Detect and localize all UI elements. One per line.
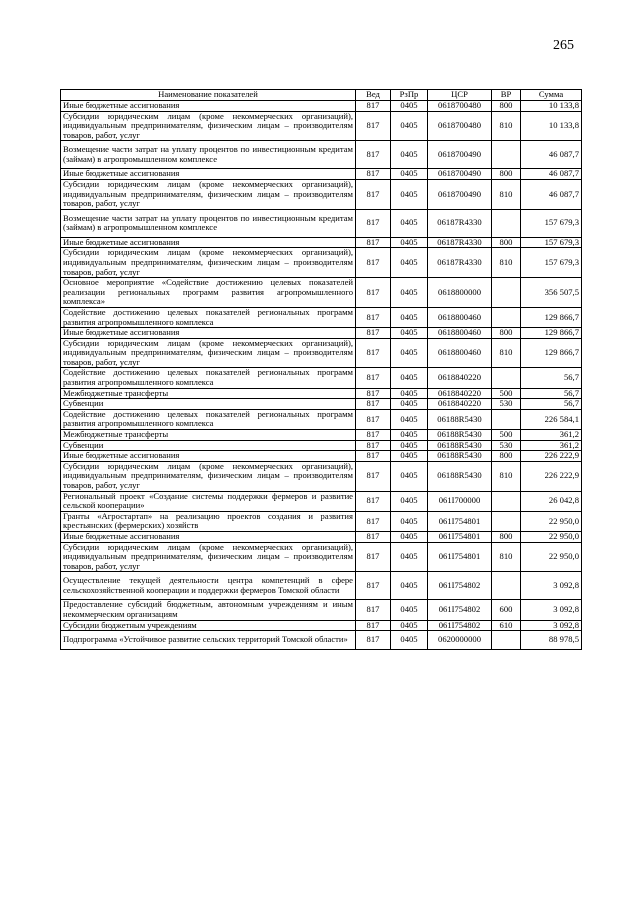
cell-section: 0405: [391, 368, 428, 388]
cell-target-article: 0618700480: [428, 111, 492, 141]
cell-target-article: 0618840220: [428, 399, 492, 410]
cell-section: 0405: [391, 531, 428, 542]
cell-department: 817: [356, 248, 391, 278]
table-row: [61, 620, 582, 631]
cell-target-article: 06188R5430: [428, 440, 492, 451]
table-row: [61, 209, 582, 237]
cell-indicator-name: Субсидии юридическим лицам (кроме некоммерческих организаций), индивидуальным предпринимателям, физическим лицам – производителям товаров, работ, услуг: [61, 248, 356, 278]
cell-department: 817: [356, 620, 391, 631]
cell-expense-type: 800: [492, 101, 521, 112]
cell-section: 0405: [391, 461, 428, 491]
cell-amount: 22 950,0: [521, 531, 582, 542]
cell-indicator-name: Осуществление текущей деятельности центра компетенций в сфере сельскохозяйственной кооперации и поддержки фермеров Томской области: [61, 572, 356, 600]
cell-target-article: 06187R4330: [428, 248, 492, 278]
cell-section: 0405: [391, 451, 428, 462]
cell-target-article: 061I754802: [428, 600, 492, 620]
header-target-article: ЦСР: [428, 90, 492, 101]
cell-amount: 157 679,3: [521, 248, 582, 278]
cell-expense-type: 610: [492, 620, 521, 631]
cell-department: 817: [356, 440, 391, 451]
cell-target-article: 0618700490: [428, 179, 492, 209]
cell-department: 817: [356, 600, 391, 620]
cell-indicator-name: Иные бюджетные ассигнования: [61, 451, 356, 462]
table-row: [61, 631, 582, 650]
table-row: [61, 399, 582, 410]
cell-amount: 226 584,1: [521, 409, 582, 429]
table-row: [61, 141, 582, 169]
cell-target-article: 0618700490: [428, 141, 492, 169]
cell-section: 0405: [391, 101, 428, 112]
cell-expense-type: 810: [492, 179, 521, 209]
cell-target-article: 061I754801: [428, 511, 492, 531]
cell-section: 0405: [391, 141, 428, 169]
cell-expense-type: 810: [492, 338, 521, 368]
cell-department: 817: [356, 368, 391, 388]
cell-department: 817: [356, 111, 391, 141]
cell-section: 0405: [391, 572, 428, 600]
cell-expense-type: 530: [492, 440, 521, 451]
table-row: [61, 237, 582, 248]
cell-expense-type: 600: [492, 600, 521, 620]
cell-section: 0405: [391, 169, 428, 180]
cell-department: 817: [356, 237, 391, 248]
cell-expense-type: 500: [492, 388, 521, 399]
cell-department: 817: [356, 169, 391, 180]
cell-target-article: 06188R5430: [428, 430, 492, 441]
cell-amount: 22 950,0: [521, 511, 582, 531]
cell-target-article: 0618700480: [428, 101, 492, 112]
cell-amount: 56,7: [521, 388, 582, 399]
cell-expense-type: 800: [492, 169, 521, 180]
header-section: РзПр: [391, 90, 428, 101]
cell-indicator-name: Возмещение части затрат на уплату процентов по инвестиционным кредитам (займам) в агропромышленном комплексе: [61, 141, 356, 169]
cell-expense-type: 810: [492, 248, 521, 278]
cell-section: 0405: [391, 328, 428, 339]
table-row: [61, 179, 582, 209]
cell-target-article: 0618800460: [428, 328, 492, 339]
cell-department: 817: [356, 542, 391, 572]
cell-department: 817: [356, 430, 391, 441]
cell-indicator-name: Субсидии юридическим лицам (кроме некоммерческих организаций), индивидуальным предпринимателям, физическим лицам – производителям товаров, работ, услуг: [61, 111, 356, 141]
cell-amount: 361,2: [521, 440, 582, 451]
cell-amount: 356 507,5: [521, 278, 582, 308]
cell-amount: 361,2: [521, 430, 582, 441]
table-header-row: [61, 90, 582, 101]
cell-target-article: 06188R5430: [428, 461, 492, 491]
cell-amount: 129 866,7: [521, 328, 582, 339]
cell-department: 817: [356, 307, 391, 327]
cell-department: 817: [356, 338, 391, 368]
cell-department: 817: [356, 572, 391, 600]
cell-target-article: 0618800460: [428, 338, 492, 368]
cell-section: 0405: [391, 491, 428, 511]
cell-expense-type: [492, 209, 521, 237]
cell-section: 0405: [391, 179, 428, 209]
cell-expense-type: 530: [492, 399, 521, 410]
table-row: [61, 600, 582, 620]
cell-target-article: 061I754802: [428, 572, 492, 600]
cell-department: 817: [356, 141, 391, 169]
table-row: [61, 169, 582, 180]
cell-department: 817: [356, 409, 391, 429]
table-row: [61, 101, 582, 112]
cell-indicator-name: Возмещение части затрат на уплату процентов по инвестиционным кредитам (займам) в агропромышленном комплексе: [61, 209, 356, 237]
cell-target-article: 061I700000: [428, 491, 492, 511]
cell-department: 817: [356, 451, 391, 462]
cell-indicator-name: Субсидии юридическим лицам (кроме некоммерческих организаций), индивидуальным предпринимателям, физическим лицам – производителям товаров, работ, услуг: [61, 461, 356, 491]
cell-amount: 26 042,8: [521, 491, 582, 511]
table-row: [61, 328, 582, 339]
cell-section: 0405: [391, 338, 428, 368]
header-indicator-name: Наименование показателей: [61, 90, 356, 101]
cell-indicator-name: Иные бюджетные ассигнования: [61, 237, 356, 248]
cell-department: 817: [356, 179, 391, 209]
cell-expense-type: [492, 409, 521, 429]
cell-expense-type: 800: [492, 531, 521, 542]
cell-amount: 46 087,7: [521, 169, 582, 180]
cell-department: 817: [356, 101, 391, 112]
cell-indicator-name: Субвенции: [61, 440, 356, 451]
cell-department: 817: [356, 491, 391, 511]
cell-target-article: 061I754801: [428, 531, 492, 542]
table-row: [61, 461, 582, 491]
cell-section: 0405: [391, 237, 428, 248]
cell-expense-type: [492, 572, 521, 600]
cell-indicator-name: Содействие достижению целевых показателей региональных программ развития агропромышленного комплекса: [61, 307, 356, 327]
cell-amount: 10 133,8: [521, 111, 582, 141]
table-row: [61, 451, 582, 462]
cell-expense-type: 500: [492, 430, 521, 441]
cell-target-article: 06188R5430: [428, 451, 492, 462]
cell-indicator-name: Субвенции: [61, 399, 356, 410]
cell-indicator-name: Основное мероприятие «Содействие достижению целевых показателей реализации региональных программ развития агропромышленного комплекса»: [61, 278, 356, 308]
cell-target-article: 061I754802: [428, 620, 492, 631]
table-row: [61, 440, 582, 451]
table-row: [61, 572, 582, 600]
page-number: 265: [553, 38, 574, 53]
cell-target-article: 061I754801: [428, 542, 492, 572]
cell-department: 817: [356, 399, 391, 410]
cell-amount: 3 092,8: [521, 600, 582, 620]
cell-section: 0405: [391, 248, 428, 278]
cell-amount: 226 222,9: [521, 461, 582, 491]
table-row: [61, 338, 582, 368]
cell-amount: 3 092,8: [521, 572, 582, 600]
cell-indicator-name: Субсидии юридическим лицам (кроме некоммерческих организаций), индивидуальным предпринимателям, физическим лицам – производителям товаров, работ, услуг: [61, 542, 356, 572]
cell-expense-type: [492, 511, 521, 531]
cell-department: 817: [356, 511, 391, 531]
cell-section: 0405: [391, 388, 428, 399]
table-row: [61, 531, 582, 542]
cell-target-article: 0618840220: [428, 368, 492, 388]
table-row: [61, 542, 582, 572]
cell-amount: 56,7: [521, 399, 582, 410]
header-amount: Сумма: [521, 90, 582, 101]
cell-department: 817: [356, 631, 391, 650]
cell-amount: 129 866,7: [521, 338, 582, 368]
cell-section: 0405: [391, 409, 428, 429]
cell-section: 0405: [391, 631, 428, 650]
cell-target-article: 06187R4330: [428, 209, 492, 237]
cell-indicator-name: Подпрограмма «Устойчивое развитие сельских территорий Томской области»: [61, 631, 356, 650]
cell-department: 817: [356, 328, 391, 339]
table-row: [61, 111, 582, 141]
cell-indicator-name: Иные бюджетные ассигнования: [61, 169, 356, 180]
cell-expense-type: [492, 491, 521, 511]
table-row: [61, 491, 582, 511]
table-row: [61, 248, 582, 278]
cell-expense-type: [492, 631, 521, 650]
cell-amount: 226 222,9: [521, 451, 582, 462]
cell-department: 817: [356, 388, 391, 399]
cell-section: 0405: [391, 209, 428, 237]
cell-amount: 22 950,0: [521, 542, 582, 572]
cell-amount: 129 866,7: [521, 307, 582, 327]
cell-section: 0405: [391, 542, 428, 572]
cell-amount: 56,7: [521, 368, 582, 388]
header-department: Вед: [356, 90, 391, 101]
cell-indicator-name: Содействие достижению целевых показателей региональных программ развития агропромышленного комплекса: [61, 368, 356, 388]
cell-amount: 3 092,8: [521, 620, 582, 631]
cell-section: 0405: [391, 440, 428, 451]
cell-target-article: 06188R5430: [428, 409, 492, 429]
cell-target-article: 0620000000: [428, 631, 492, 650]
cell-amount: 157 679,3: [521, 209, 582, 237]
cell-department: 817: [356, 461, 391, 491]
cell-indicator-name: Межбюджетные трансферты: [61, 430, 356, 441]
cell-amount: 88 978,5: [521, 631, 582, 650]
cell-indicator-name: Субсидии бюджетным учреждениям: [61, 620, 356, 631]
cell-indicator-name: Гранты «Агростартап» на реализацию проектов создания и развития крестьянских (фермерских) хозяйств: [61, 511, 356, 531]
cell-indicator-name: Межбюджетные трансферты: [61, 388, 356, 399]
cell-expense-type: [492, 368, 521, 388]
cell-target-article: 0618800000: [428, 278, 492, 308]
cell-section: 0405: [391, 307, 428, 327]
cell-expense-type: [492, 307, 521, 327]
cell-indicator-name: Региональный проект «Создание системы поддержки фермеров и развитие сельской кооперации»: [61, 491, 356, 511]
table-body: [61, 101, 582, 650]
cell-amount: 46 087,7: [521, 179, 582, 209]
table-row: [61, 511, 582, 531]
cell-expense-type: [492, 141, 521, 169]
cell-expense-type: 810: [492, 111, 521, 141]
cell-section: 0405: [391, 620, 428, 631]
cell-indicator-name: Предоставление субсидий бюджетным, автономным учреждениям и иным некоммерческим организациям: [61, 600, 356, 620]
cell-target-article: 0618700490: [428, 169, 492, 180]
cell-indicator-name: Иные бюджетные ассигнования: [61, 531, 356, 542]
cell-indicator-name: Иные бюджетные ассигнования: [61, 328, 356, 339]
cell-department: 817: [356, 531, 391, 542]
cell-section: 0405: [391, 511, 428, 531]
cell-target-article: 0618800460: [428, 307, 492, 327]
table-row: [61, 409, 582, 429]
cell-amount: 10 133,8: [521, 101, 582, 112]
cell-target-article: 0618840220: [428, 388, 492, 399]
cell-expense-type: 800: [492, 328, 521, 339]
cell-section: 0405: [391, 278, 428, 308]
header-expense-type: ВР: [492, 90, 521, 101]
table-row: [61, 430, 582, 441]
cell-department: 817: [356, 209, 391, 237]
cell-department: 817: [356, 278, 391, 308]
cell-section: 0405: [391, 111, 428, 141]
cell-expense-type: 800: [492, 451, 521, 462]
table-row: [61, 388, 582, 399]
cell-expense-type: 810: [492, 461, 521, 491]
cell-section: 0405: [391, 600, 428, 620]
cell-target-article: 06187R4330: [428, 237, 492, 248]
cell-expense-type: 810: [492, 542, 521, 572]
cell-section: 0405: [391, 399, 428, 410]
cell-indicator-name: Субсидии юридическим лицам (кроме некоммерческих организаций), индивидуальным предпринимателям, физическим лицам – производителям товаров, работ, услуг: [61, 338, 356, 368]
cell-expense-type: [492, 278, 521, 308]
cell-amount: 157 679,3: [521, 237, 582, 248]
cell-amount: 46 087,7: [521, 141, 582, 169]
budget-table: [60, 89, 582, 650]
cell-indicator-name: Содействие достижению целевых показателей региональных программ развития агропромышленного комплекса: [61, 409, 356, 429]
cell-indicator-name: Иные бюджетные ассигнования: [61, 101, 356, 112]
cell-expense-type: 800: [492, 237, 521, 248]
cell-indicator-name: Субсидии юридическим лицам (кроме некоммерческих организаций), индивидуальным предпринимателям, физическим лицам – производителям товаров, работ, услуг: [61, 179, 356, 209]
table-row: [61, 368, 582, 388]
cell-section: 0405: [391, 430, 428, 441]
table-row: [61, 278, 582, 308]
table-row: [61, 307, 582, 327]
